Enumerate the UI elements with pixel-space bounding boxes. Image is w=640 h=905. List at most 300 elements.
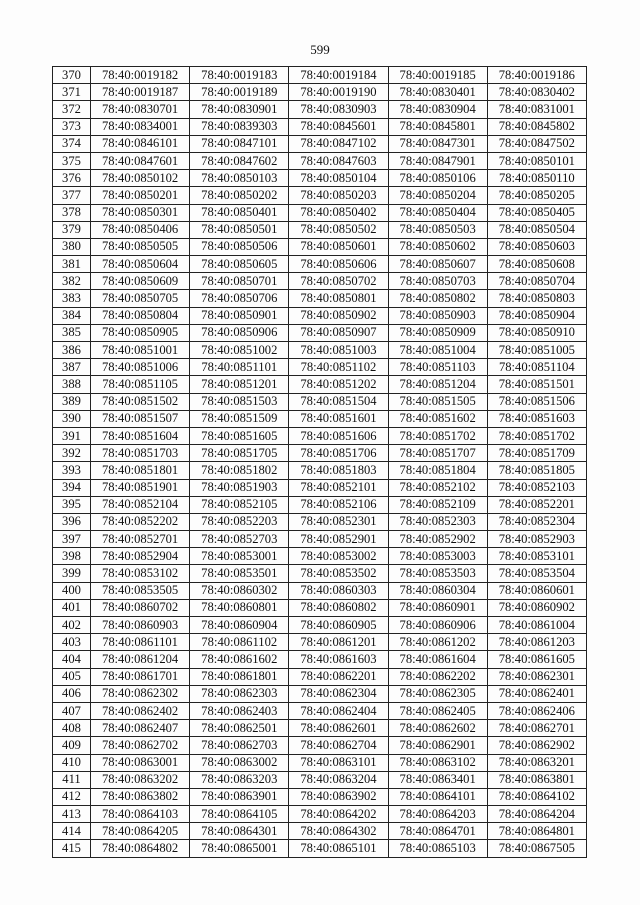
cadastral-number-cell: 78:40:0851005 [487, 342, 586, 359]
cadastral-number-cell: 78:40:0839303 [190, 118, 289, 135]
cadastral-number-cell: 78:40:0851202 [289, 376, 388, 393]
cadastral-number-cell: 78:40:0860304 [388, 582, 487, 599]
row-number-cell: 380 [53, 238, 91, 255]
row-number-cell: 399 [53, 565, 91, 582]
table-row [53, 307, 587, 324]
row-number-cell: 397 [53, 531, 91, 548]
cadastral-number-cell: 78:40:0863802 [91, 788, 190, 805]
row-number-cell: 391 [53, 427, 91, 444]
cadastral-number-cell: 78:40:0851702 [388, 427, 487, 444]
cadastral-number-cell: 78:40:0861203 [487, 634, 586, 651]
row-number-cell: 378 [53, 204, 91, 221]
cadastral-number-cell: 78:40:0850901 [190, 307, 289, 324]
row-number-cell: 402 [53, 617, 91, 634]
row-number-cell: 413 [53, 806, 91, 823]
cadastral-number-cell: 78:40:0845601 [289, 118, 388, 135]
cadastral-number-cell: 78:40:0850406 [91, 221, 190, 238]
table-row [53, 152, 587, 169]
cadastral-number-cell: 78:40:0860801 [190, 599, 289, 616]
cadastral-number-cell: 78:40:0851004 [388, 342, 487, 359]
cadastral-number-cell: 78:40:0852901 [289, 531, 388, 548]
cadastral-number-cell: 78:40:0865001 [190, 840, 289, 857]
table-row [53, 427, 587, 444]
cadastral-number-cell: 78:40:0851703 [91, 445, 190, 462]
cadastral-number-cell: 78:40:0851801 [91, 462, 190, 479]
row-number-cell: 373 [53, 118, 91, 135]
cadastral-number-cell: 78:40:0852104 [91, 496, 190, 513]
table-row [53, 445, 587, 462]
cadastral-number-cell: 78:40:0860303 [289, 582, 388, 599]
cadastral-number-cell: 78:40:0853102 [91, 565, 190, 582]
cadastral-number-cell: 78:40:0862406 [487, 702, 586, 719]
cadastral-number-cell: 78:40:0860902 [487, 599, 586, 616]
row-number-cell: 394 [53, 479, 91, 496]
page-number: 599 [310, 42, 330, 57]
cadastral-number-cell: 78:40:0850601 [289, 238, 388, 255]
cadastral-number-cell: 78:40:0850201 [91, 187, 190, 204]
row-number-cell: 393 [53, 462, 91, 479]
cadastral-number-cell: 78:40:0862304 [289, 685, 388, 702]
cadastral-number-cell: 78:40:0860302 [190, 582, 289, 599]
cadastral-number-cell: 78:40:0850701 [190, 273, 289, 290]
cadastral-number-cell: 78:40:0852202 [91, 513, 190, 530]
row-number-cell: 381 [53, 256, 91, 273]
row-number-cell: 396 [53, 513, 91, 530]
cadastral-number-cell: 78:40:0861102 [190, 634, 289, 651]
cadastral-number-cell: 78:40:0850202 [190, 187, 289, 204]
cadastral-number-cell: 78:40:0861701 [91, 668, 190, 685]
cadastral-number-cell: 78:40:0865103 [388, 840, 487, 857]
row-number-cell: 392 [53, 445, 91, 462]
cadastral-number-cell: 78:40:0850607 [388, 256, 487, 273]
cadastral-number-cell: 78:40:0851503 [190, 393, 289, 410]
cadastral-number-cell: 78:40:0850605 [190, 256, 289, 273]
cadastral-number-cell: 78:40:0863401 [388, 771, 487, 788]
table-row [53, 273, 587, 290]
cadastral-number-cell: 78:40:0847901 [388, 152, 487, 169]
cadastral-number-cell: 78:40:0861204 [91, 651, 190, 668]
cadastral-number-cell: 78:40:0861004 [487, 617, 586, 634]
cadastral-number-cell: 78:40:0862202 [388, 668, 487, 685]
cadastral-number-cell: 78:40:0864202 [289, 806, 388, 823]
row-number-cell: 395 [53, 496, 91, 513]
cadastral-number-cell: 78:40:0853002 [289, 548, 388, 565]
cadastral-number-cell: 78:40:0851105 [91, 376, 190, 393]
cadastral-number-cell: 78:40:0853504 [487, 565, 586, 582]
cadastral-number-cell: 78:40:0019187 [91, 84, 190, 101]
table-row [53, 548, 587, 565]
cadastral-number-cell: 78:40:0830901 [190, 101, 289, 118]
cadastral-number-cell: 78:40:0862302 [91, 685, 190, 702]
cadastral-number-cell: 78:40:0862404 [289, 702, 388, 719]
row-number-cell: 401 [53, 599, 91, 616]
cadastral-number-cell: 78:40:0850802 [388, 290, 487, 307]
cadastral-number-cell: 78:40:0862303 [190, 685, 289, 702]
cadastral-number-cell: 78:40:0851903 [190, 479, 289, 496]
row-number-cell: 372 [53, 101, 91, 118]
cadastral-number-cell: 78:40:0862701 [487, 720, 586, 737]
cadastral-number-cell: 78:40:0850402 [289, 204, 388, 221]
cadastral-number-cell: 78:40:0862501 [190, 720, 289, 737]
table-row [53, 806, 587, 823]
cadastral-number-cell: 78:40:0851603 [487, 410, 586, 427]
table-body [53, 67, 587, 858]
table-row [53, 410, 587, 427]
cadastral-number-cell: 78:40:0851709 [487, 445, 586, 462]
cadastral-number-cell: 78:40:0865101 [289, 840, 388, 857]
row-number-cell: 387 [53, 359, 91, 376]
cadastral-number-cell: 78:40:0845801 [388, 118, 487, 135]
table-row [53, 565, 587, 582]
cadastral-number-cell: 78:40:0019186 [487, 67, 586, 84]
cadastral-number-cell: 78:40:0851803 [289, 462, 388, 479]
cadastral-number-cell: 78:40:0862201 [289, 668, 388, 685]
table-row [53, 685, 587, 702]
cadastral-number-cell: 78:40:0851001 [91, 342, 190, 359]
cadastral-number-cell: 78:40:0847102 [289, 135, 388, 152]
cadastral-number-cell: 78:40:0851201 [190, 376, 289, 393]
cadastral-number-cell: 78:40:0863101 [289, 754, 388, 771]
cadastral-number-cell: 78:40:0863202 [91, 771, 190, 788]
cadastral-number-cell: 78:40:0851604 [91, 427, 190, 444]
cadastral-number-cell: 78:40:0852902 [388, 531, 487, 548]
cadastral-number-cell: 78:40:0861602 [190, 651, 289, 668]
cadastral-number-cell: 78:40:0863902 [289, 788, 388, 805]
cadastral-number-cell: 78:40:0850606 [289, 256, 388, 273]
cadastral-number-cell: 78:40:0864301 [190, 823, 289, 840]
table-row [53, 668, 587, 685]
row-number-cell: 415 [53, 840, 91, 857]
row-number-cell: 406 [53, 685, 91, 702]
cadastral-number-cell: 78:40:0861201 [289, 634, 388, 651]
cadastral-number-cell: 78:40:0851507 [91, 410, 190, 427]
cadastral-number-cell: 78:40:0850401 [190, 204, 289, 221]
cadastral-number-cell: 78:40:0850110 [487, 170, 586, 187]
cadastral-number-cell: 78:40:0850804 [91, 307, 190, 324]
cadastral-number-cell: 78:40:0850101 [487, 152, 586, 169]
cadastral-number-cell: 78:40:0830701 [91, 101, 190, 118]
cadastral-number-cell: 78:40:0019185 [388, 67, 487, 84]
cadastral-number-cell: 78:40:0851501 [487, 376, 586, 393]
cadastral-number-cell: 78:40:0847601 [91, 152, 190, 169]
row-number-cell: 371 [53, 84, 91, 101]
cadastral-number-cell: 78:40:0853003 [388, 548, 487, 565]
cadastral-number-cell: 78:40:0861605 [487, 651, 586, 668]
cadastral-number-cell: 78:40:0861101 [91, 634, 190, 651]
cadastral-number-cell: 78:40:0851504 [289, 393, 388, 410]
table-row [53, 788, 587, 805]
cadastral-number-cell: 78:40:0850106 [388, 170, 487, 187]
table-row [53, 702, 587, 719]
table-row [53, 531, 587, 548]
row-number-cell: 411 [53, 771, 91, 788]
cadastral-number-cell: 78:40:0863001 [91, 754, 190, 771]
cadastral-number-cell: 78:40:0850603 [487, 238, 586, 255]
cadastral-number-cell: 78:40:0851602 [388, 410, 487, 427]
cadastral-number-cell: 78:40:0852904 [91, 548, 190, 565]
table-row [53, 720, 587, 737]
table-row [53, 359, 587, 376]
cadastral-number-cell: 78:40:0862704 [289, 737, 388, 754]
cadastral-number-cell: 78:40:0850405 [487, 204, 586, 221]
cadastral-number-cell: 78:40:0019182 [91, 67, 190, 84]
cadastral-number-cell: 78:40:0850102 [91, 170, 190, 187]
cadastral-number-cell: 78:40:0851104 [487, 359, 586, 376]
table-row [53, 187, 587, 204]
cadastral-number-cell: 78:40:0852304 [487, 513, 586, 530]
cadastral-number-cell: 78:40:0850203 [289, 187, 388, 204]
cadastral-number-cell: 78:40:0019189 [190, 84, 289, 101]
cadastral-number-cell: 78:40:0860904 [190, 617, 289, 634]
cadastral-number-cell: 78:40:0860901 [388, 599, 487, 616]
cadastral-number-cell: 78:40:0852102 [388, 479, 487, 496]
cadastral-number-cell: 78:40:0862703 [190, 737, 289, 754]
cadastral-number-cell: 78:40:0850902 [289, 307, 388, 324]
cadastral-number-cell: 78:40:0852303 [388, 513, 487, 530]
cadastral-number-cell: 78:40:0862401 [487, 685, 586, 702]
cadastral-number-cell: 78:40:0851805 [487, 462, 586, 479]
cadastral-number-cell: 78:40:0850103 [190, 170, 289, 187]
row-number-cell: 409 [53, 737, 91, 754]
cadastral-number-cell: 78:40:0850907 [289, 324, 388, 341]
cadastral-number-cell: 78:40:0862402 [91, 702, 190, 719]
table-row [53, 393, 587, 410]
cadastral-number-cell: 78:40:0863002 [190, 754, 289, 771]
cadastral-number-cell: 78:40:0847602 [190, 152, 289, 169]
cadastral-number-cell: 78:40:0863201 [487, 754, 586, 771]
table-row [53, 67, 587, 84]
cadastral-number-cell: 78:40:0851802 [190, 462, 289, 479]
cadastral-number-cell: 78:40:0852203 [190, 513, 289, 530]
cadastral-number-cell: 78:40:0864105 [190, 806, 289, 823]
cadastral-number-cell: 78:40:0019184 [289, 67, 388, 84]
table-row [53, 634, 587, 651]
table-row [53, 479, 587, 496]
cadastral-number-cell: 78:40:0851901 [91, 479, 190, 496]
cadastral-number-cell: 78:40:0850504 [487, 221, 586, 238]
table-row [53, 754, 587, 771]
cadastral-number-cell: 78:40:0860903 [91, 617, 190, 634]
table-row [53, 238, 587, 255]
table-row [53, 290, 587, 307]
cadastral-number-cell: 78:40:0850705 [91, 290, 190, 307]
row-number-cell: 408 [53, 720, 91, 737]
cadastral-number-cell: 78:40:0861202 [388, 634, 487, 651]
cadastral-number-cell: 78:40:0864701 [388, 823, 487, 840]
row-number-cell: 403 [53, 634, 91, 651]
cadastral-number-cell: 78:40:0850910 [487, 324, 586, 341]
cadastral-number-cell: 78:40:0851605 [190, 427, 289, 444]
cadastral-number-cell: 78:40:0862405 [388, 702, 487, 719]
cadastral-number-cell: 78:40:0863204 [289, 771, 388, 788]
cadastral-number-cell: 78:40:0831001 [487, 101, 586, 118]
table-row [53, 204, 587, 221]
cadastral-number-cell: 78:40:0862601 [289, 720, 388, 737]
cadastral-number-cell: 78:40:0851003 [289, 342, 388, 359]
cadastral-number-cell: 78:40:0852903 [487, 531, 586, 548]
cadastral-number-cell: 78:40:0851706 [289, 445, 388, 462]
cadastral-number-cell: 78:40:0862902 [487, 737, 586, 754]
row-number-cell: 414 [53, 823, 91, 840]
table-row [53, 84, 587, 101]
table-row [53, 617, 587, 634]
row-number-cell: 398 [53, 548, 91, 565]
cadastral-number-cell: 78:40:0834001 [91, 118, 190, 135]
cadastral-number-cell: 78:40:0019190 [289, 84, 388, 101]
row-number-cell: 374 [53, 135, 91, 152]
cadastral-number-cell: 78:40:0852703 [190, 531, 289, 548]
cadastral-number-cell: 78:40:0864302 [289, 823, 388, 840]
cadastral-number-cell: 78:40:0850703 [388, 273, 487, 290]
table-row [53, 256, 587, 273]
row-number-cell: 389 [53, 393, 91, 410]
row-number-cell: 375 [53, 152, 91, 169]
cadastral-number-cell: 78:40:0864101 [388, 788, 487, 805]
row-number-cell: 388 [53, 376, 91, 393]
cadastral-number-cell: 78:40:0864205 [91, 823, 190, 840]
cadastral-number-cell: 78:40:0847502 [487, 135, 586, 152]
cadastral-number-cell: 78:40:0864102 [487, 788, 586, 805]
cadastral-number-cell: 78:40:0862602 [388, 720, 487, 737]
cadastral-number-cell: 78:40:0851509 [190, 410, 289, 427]
row-number-cell: 384 [53, 307, 91, 324]
cadastral-number-cell: 78:40:0861604 [388, 651, 487, 668]
cadastral-number-cell: 78:40:0860802 [289, 599, 388, 616]
cadastral-number-cell: 78:40:0850803 [487, 290, 586, 307]
row-number-cell: 404 [53, 651, 91, 668]
cadastral-number-cell: 78:40:0860601 [487, 582, 586, 599]
cadastral-number-cell: 78:40:0851103 [388, 359, 487, 376]
cadastral-number-cell: 78:40:0851102 [289, 359, 388, 376]
table-row [53, 324, 587, 341]
row-number-cell: 405 [53, 668, 91, 685]
cadastral-number-cell: 78:40:0830903 [289, 101, 388, 118]
cadastral-number-cell: 78:40:0851804 [388, 462, 487, 479]
cadastral-number-cell: 78:40:0850404 [388, 204, 487, 221]
table-row [53, 170, 587, 187]
cadastral-number-cell: 78:40:0850704 [487, 273, 586, 290]
cadastral-number-cell: 78:40:0860906 [388, 617, 487, 634]
cadastral-number-cell: 78:40:0850501 [190, 221, 289, 238]
row-number-cell: 407 [53, 702, 91, 719]
cadastral-number-cell: 78:40:0850502 [289, 221, 388, 238]
cadastral-number-cell: 78:40:0853101 [487, 548, 586, 565]
cadastral-number-cell: 78:40:0863801 [487, 771, 586, 788]
cadastral-number-cell: 78:40:0851502 [91, 393, 190, 410]
cadastral-number-cell: 78:40:0851204 [388, 376, 487, 393]
row-number-cell: 386 [53, 342, 91, 359]
cadastral-number-cell: 78:40:0851506 [487, 393, 586, 410]
row-number-cell: 400 [53, 582, 91, 599]
cadastral-number-cell: 78:40:0846101 [91, 135, 190, 152]
cadastral-number-cell: 78:40:0830401 [388, 84, 487, 101]
cadastral-number-cell: 78:40:0853501 [190, 565, 289, 582]
table-row [53, 582, 587, 599]
table-row [53, 771, 587, 788]
cadastral-number-cell: 78:40:0850301 [91, 204, 190, 221]
row-number-cell: 376 [53, 170, 91, 187]
cadastral-number-cell: 78:40:0850602 [388, 238, 487, 255]
cadastral-number-cell: 78:40:0850904 [487, 307, 586, 324]
cadastral-number-cell: 78:40:0862403 [190, 702, 289, 719]
cadastral-number-cell: 78:40:0850604 [91, 256, 190, 273]
cadastral-number-cell: 78:40:0852106 [289, 496, 388, 513]
cadastral-number-cell: 78:40:0862407 [91, 720, 190, 737]
cadastral-number-cell: 78:40:0863901 [190, 788, 289, 805]
table-row [53, 651, 587, 668]
row-number-cell: 377 [53, 187, 91, 204]
table-row [53, 599, 587, 616]
cadastral-number-cell: 78:40:0850609 [91, 273, 190, 290]
cadastral-number-cell: 78:40:0850506 [190, 238, 289, 255]
table-row [53, 737, 587, 754]
table-row [53, 823, 587, 840]
cadastral-number-cell: 78:40:0851002 [190, 342, 289, 359]
row-number-cell: 385 [53, 324, 91, 341]
table-row [53, 462, 587, 479]
cadastral-number-cell: 78:40:0853503 [388, 565, 487, 582]
cadastral-number-cell: 78:40:0850204 [388, 187, 487, 204]
cadastral-number-cell: 78:40:0851601 [289, 410, 388, 427]
cadastral-number-cell: 78:40:0860905 [289, 617, 388, 634]
cadastral-number-cell: 78:40:0850702 [289, 273, 388, 290]
cadastral-number-cell: 78:40:0850905 [91, 324, 190, 341]
cadastral-number-cell: 78:40:0847301 [388, 135, 487, 152]
cadastral-number-cell: 78:40:0860702 [91, 599, 190, 616]
cadastral-number-cell: 78:40:0864103 [91, 806, 190, 823]
row-number-cell: 370 [53, 67, 91, 84]
cadastral-number-cell: 78:40:0851006 [91, 359, 190, 376]
cadastral-number-cell: 78:40:0851505 [388, 393, 487, 410]
cadastral-number-cell: 78:40:0852701 [91, 531, 190, 548]
cadastral-number-cell: 78:40:0850801 [289, 290, 388, 307]
cadastral-number-cell: 78:40:0864802 [91, 840, 190, 857]
cadastral-number-cell: 78:40:0853502 [289, 565, 388, 582]
cadastral-number-cell: 78:40:0852109 [388, 496, 487, 513]
cadastral-number-cell: 78:40:0864204 [487, 806, 586, 823]
table-row [53, 101, 587, 118]
cadastral-number-cell: 78:40:0863102 [388, 754, 487, 771]
table-row [53, 496, 587, 513]
row-number-cell: 410 [53, 754, 91, 771]
cadastral-number-cell: 78:40:0851606 [289, 427, 388, 444]
cadastral-number-cell: 78:40:0850706 [190, 290, 289, 307]
cadastral-number-cell: 78:40:0851702 [487, 427, 586, 444]
cadastral-number-cell: 78:40:0851705 [190, 445, 289, 462]
cadastral-number-cell: 78:40:0847101 [190, 135, 289, 152]
cadastral-number-cell: 78:40:0850505 [91, 238, 190, 255]
cadastral-number-cell: 78:40:0862702 [91, 737, 190, 754]
cadastral-number-cell: 78:40:0852105 [190, 496, 289, 513]
cadastral-number-cell: 78:40:0851707 [388, 445, 487, 462]
cadastral-number-cell: 78:40:0830402 [487, 84, 586, 101]
cadastral-number-cell: 78:40:0863203 [190, 771, 289, 788]
row-number-cell: 382 [53, 273, 91, 290]
cadastral-number-cell: 78:40:0852101 [289, 479, 388, 496]
cadastral-number-cell: 78:40:0850205 [487, 187, 586, 204]
cadastral-number-cell: 78:40:0850503 [388, 221, 487, 238]
cadastral-number-cell: 78:40:0019183 [190, 67, 289, 84]
row-number-cell: 379 [53, 221, 91, 238]
row-number-cell: 383 [53, 290, 91, 307]
cadastral-number-cell: 78:40:0852201 [487, 496, 586, 513]
cadastral-number-cell: 78:40:0851101 [190, 359, 289, 376]
cadastral-number-cell: 78:40:0850903 [388, 307, 487, 324]
row-number-cell: 412 [53, 788, 91, 805]
cadastral-number-cell: 78:40:0850909 [388, 324, 487, 341]
cadastral-number-cell: 78:40:0830904 [388, 101, 487, 118]
cadastral-number-cell: 78:40:0852103 [487, 479, 586, 496]
